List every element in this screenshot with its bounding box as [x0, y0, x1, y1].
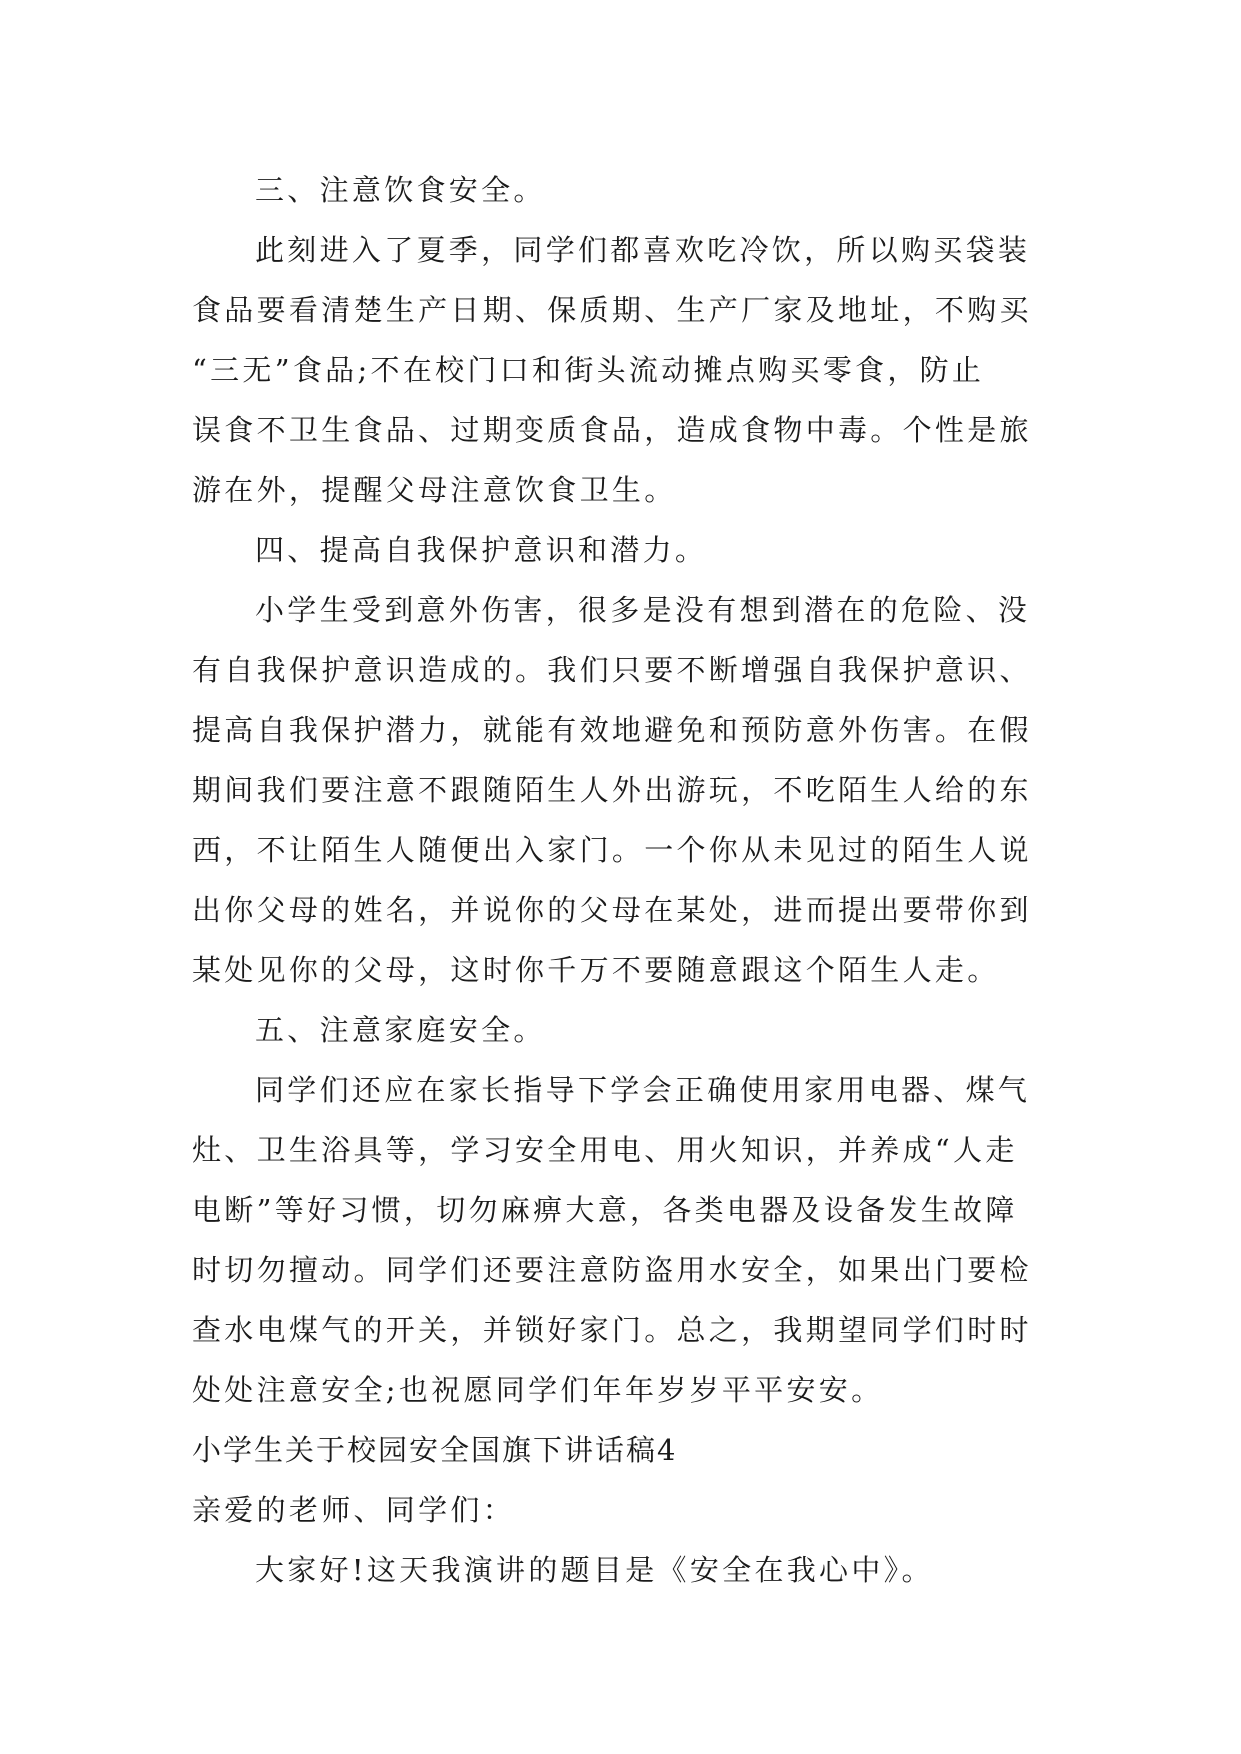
paragraph-line: 误食不卫生食品、过期变质食品，造成食物中毒。个性是旅: [192, 413, 1032, 447]
section-heading-diet-safety: 三、注意饮食安全。: [255, 173, 546, 207]
paragraph-line: 查水电煤气的开关，并锁好家门。总之，我期望同学们时时: [192, 1313, 1032, 1347]
paragraph-line: 同学们还应在家长指导下学会正确使用家用电器、煤气: [255, 1073, 1031, 1107]
paragraph-line: 某处见你的父母，这时你千万不要随意跟这个陌生人走。: [192, 953, 1000, 987]
document-body: [192, 160, 1064, 1600]
speech-title: 小学生关于校园安全国旗下讲话稿4: [192, 1433, 678, 1467]
paragraph-line: 时切勿擅动。同学们还要注意防盗用水安全，如果出门要检: [192, 1253, 1032, 1287]
speech-opening: 大家好!这天我演讲的题目是《安全在我心中》。: [255, 1553, 934, 1587]
paragraph-line: 出你父母的姓名，并说你的父母在某处，进而提出要带你到: [192, 893, 1032, 927]
paragraph-line: 西，不让陌生人随便出入家门。一个你从未见过的陌生人说: [192, 833, 1032, 867]
paragraph-line: 期间我们要注意不跟随陌生人外出游玩，不吃陌生人给的东: [192, 773, 1032, 807]
paragraph-line: 灶、卫生浴具等，学习安全用电、用火知识，并养成“人走: [192, 1133, 1018, 1167]
section-heading-self-protection: 四、提高自我保护意识和潜力。: [255, 533, 708, 567]
paragraph-line: 小学生受到意外伤害，很多是没有想到潜在的危险、没: [255, 593, 1031, 627]
paragraph-line: 此刻进入了夏季，同学们都喜欢吃冷饮，所以购买袋装: [255, 233, 1031, 267]
paragraph-line: 电断”等好习惯，切勿麻痹大意，各类电器及设备发生故障: [192, 1193, 1018, 1227]
section-heading-home-safety: 五、注意家庭安全。: [255, 1013, 546, 1047]
paragraph-line: 提高自我保护潜力，就能有效地避免和预防意外伤害。在假: [192, 713, 1032, 747]
salutation: 亲爱的老师、同学们：: [192, 1493, 516, 1527]
paragraph-line: 食品要看清楚生产日期、保质期、生产厂家及地址，不购买: [192, 293, 1032, 327]
paragraph-line: 有自我保护意识造成的。我们只要不断增强自我保护意识、: [192, 653, 1032, 687]
paragraph-line: 游在外，提醒父母注意饮食卫生。: [192, 473, 677, 507]
paragraph-line: “三无”食品;不在校门口和街头流动摊点购买零食，防止: [192, 353, 985, 387]
paragraph-line: 处处注意安全;也祝愿同学们年年岁岁平平安安。: [192, 1373, 884, 1407]
